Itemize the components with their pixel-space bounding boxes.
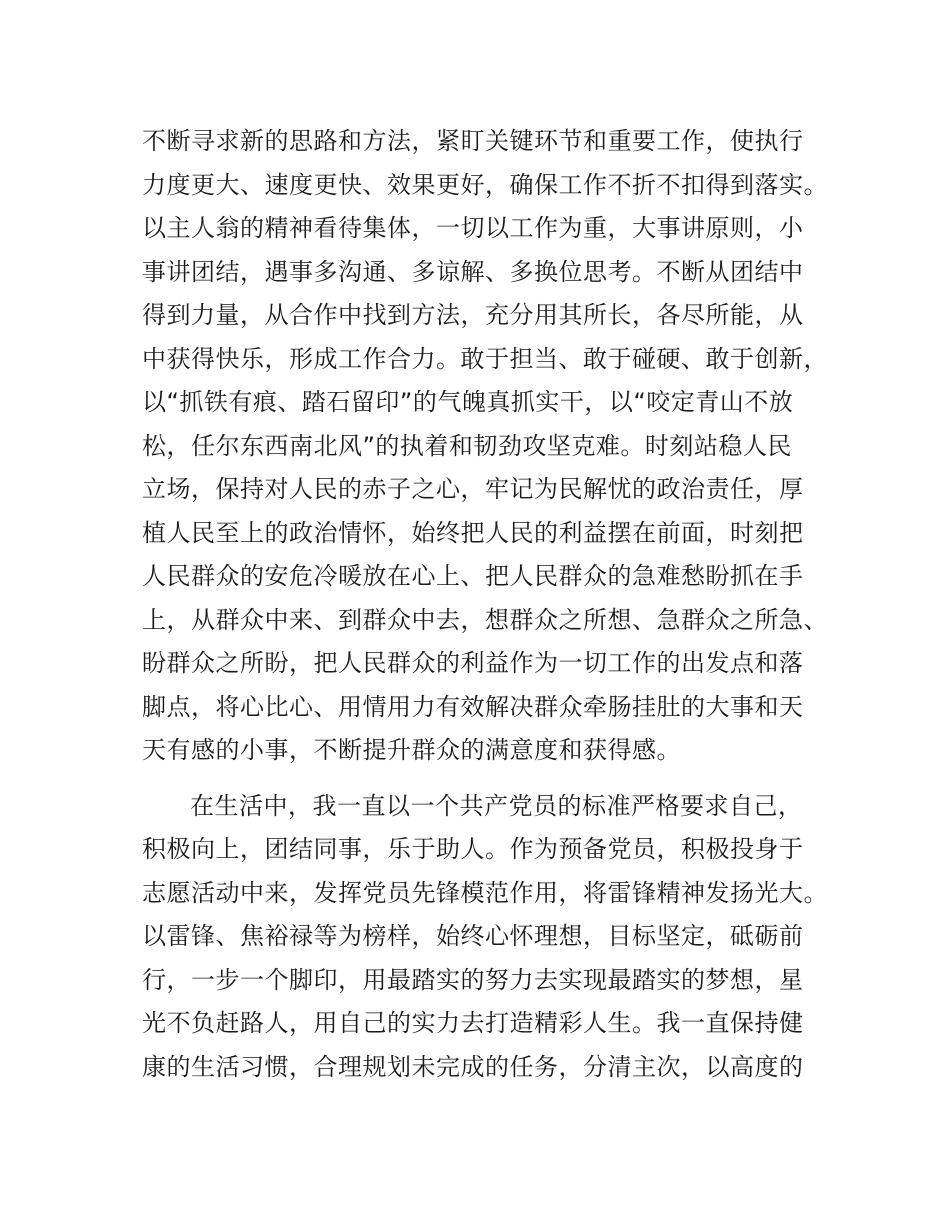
text-line: 行，一步一个脚印，用最踏实的努力去实现最踏实的梦想，星 xyxy=(142,965,804,994)
document-body xyxy=(142,120,842,1089)
text-line: 脚点，将心比心、用情用力有效解决群众牵肠挂肚的大事和天 xyxy=(142,692,804,721)
text-line: 植人民至上的政治情怀，始终把人民的利益摆在前面，时刻把 xyxy=(142,518,804,547)
paragraph-2 xyxy=(142,785,842,1090)
text-line: 立场，保持对人民的赤子之心，牢记为民解忧的政治责任，厚 xyxy=(142,475,804,503)
text-line: 事讲团结，遇事多沟通、多谅解、多换位思考。不断从团结中 xyxy=(142,257,804,286)
paragraph-1 xyxy=(142,120,842,773)
paragraph-spacer xyxy=(142,773,842,785)
text-line-indented: 在生活中，我一直以一个共产党员的标准严格要求自己， xyxy=(190,791,803,820)
text-line: 以雷锋、焦裕禄等为榜样，始终心怀理想，目标坚定，砥砺前 xyxy=(142,922,804,950)
text-line: 得到力量，从合作中找到方法，充分用其所长，各尽所能，从 xyxy=(142,301,804,329)
text-line: 康的生活习惯，合理规划未完成的任务，分清主次，以高度的 xyxy=(142,1052,804,1081)
text-line: 以“抓铁有痕、踏石留印”的气魄真抓实干，以“咬定青山不放 xyxy=(142,388,794,416)
text-line: 光不负赶路人，用自己的实力去打造精彩人生。我一直保持健 xyxy=(142,1009,804,1037)
text-line: 天有感的小事，不断提升群众的满意度和获得感。 xyxy=(142,736,681,764)
text-line: 盼群众之所盼，把人民群众的利益作为一切工作的出发点和落 xyxy=(142,649,804,677)
text-line: 中获得快乐，形成工作合力。敢于担当、敢于碰硬、敢于创新， xyxy=(142,344,828,373)
text-line: 松，任尔东西南北风”的执着和韧劲攻坚克难。时刻站稳人民 xyxy=(142,431,792,460)
text-line: 积极向上，团结同事，乐于助人。作为预备党员，积极投身于 xyxy=(142,835,804,863)
text-line: 人民群众的安危冷暖放在心上、把人民群众的急难愁盼抓在手 xyxy=(142,562,804,590)
text-line: 以主人翁的精神看待集体，一切以工作为重，大事讲原则，小 xyxy=(142,214,804,242)
text-line: 力度更大、速度更快、效果更好，确保工作不折不扣得到落实。 xyxy=(142,170,828,199)
text-line: 志愿活动中来，发挥党员先锋模范作用，将雷锋精神发扬光大。 xyxy=(142,878,828,907)
text-line: 不断寻求新的思路和方法，紧盯关键环节和重要工作，使执行 xyxy=(142,127,804,155)
text-line: 上，从群众中来、到群众中去，想群众之所想、急群众之所急、 xyxy=(142,605,828,634)
